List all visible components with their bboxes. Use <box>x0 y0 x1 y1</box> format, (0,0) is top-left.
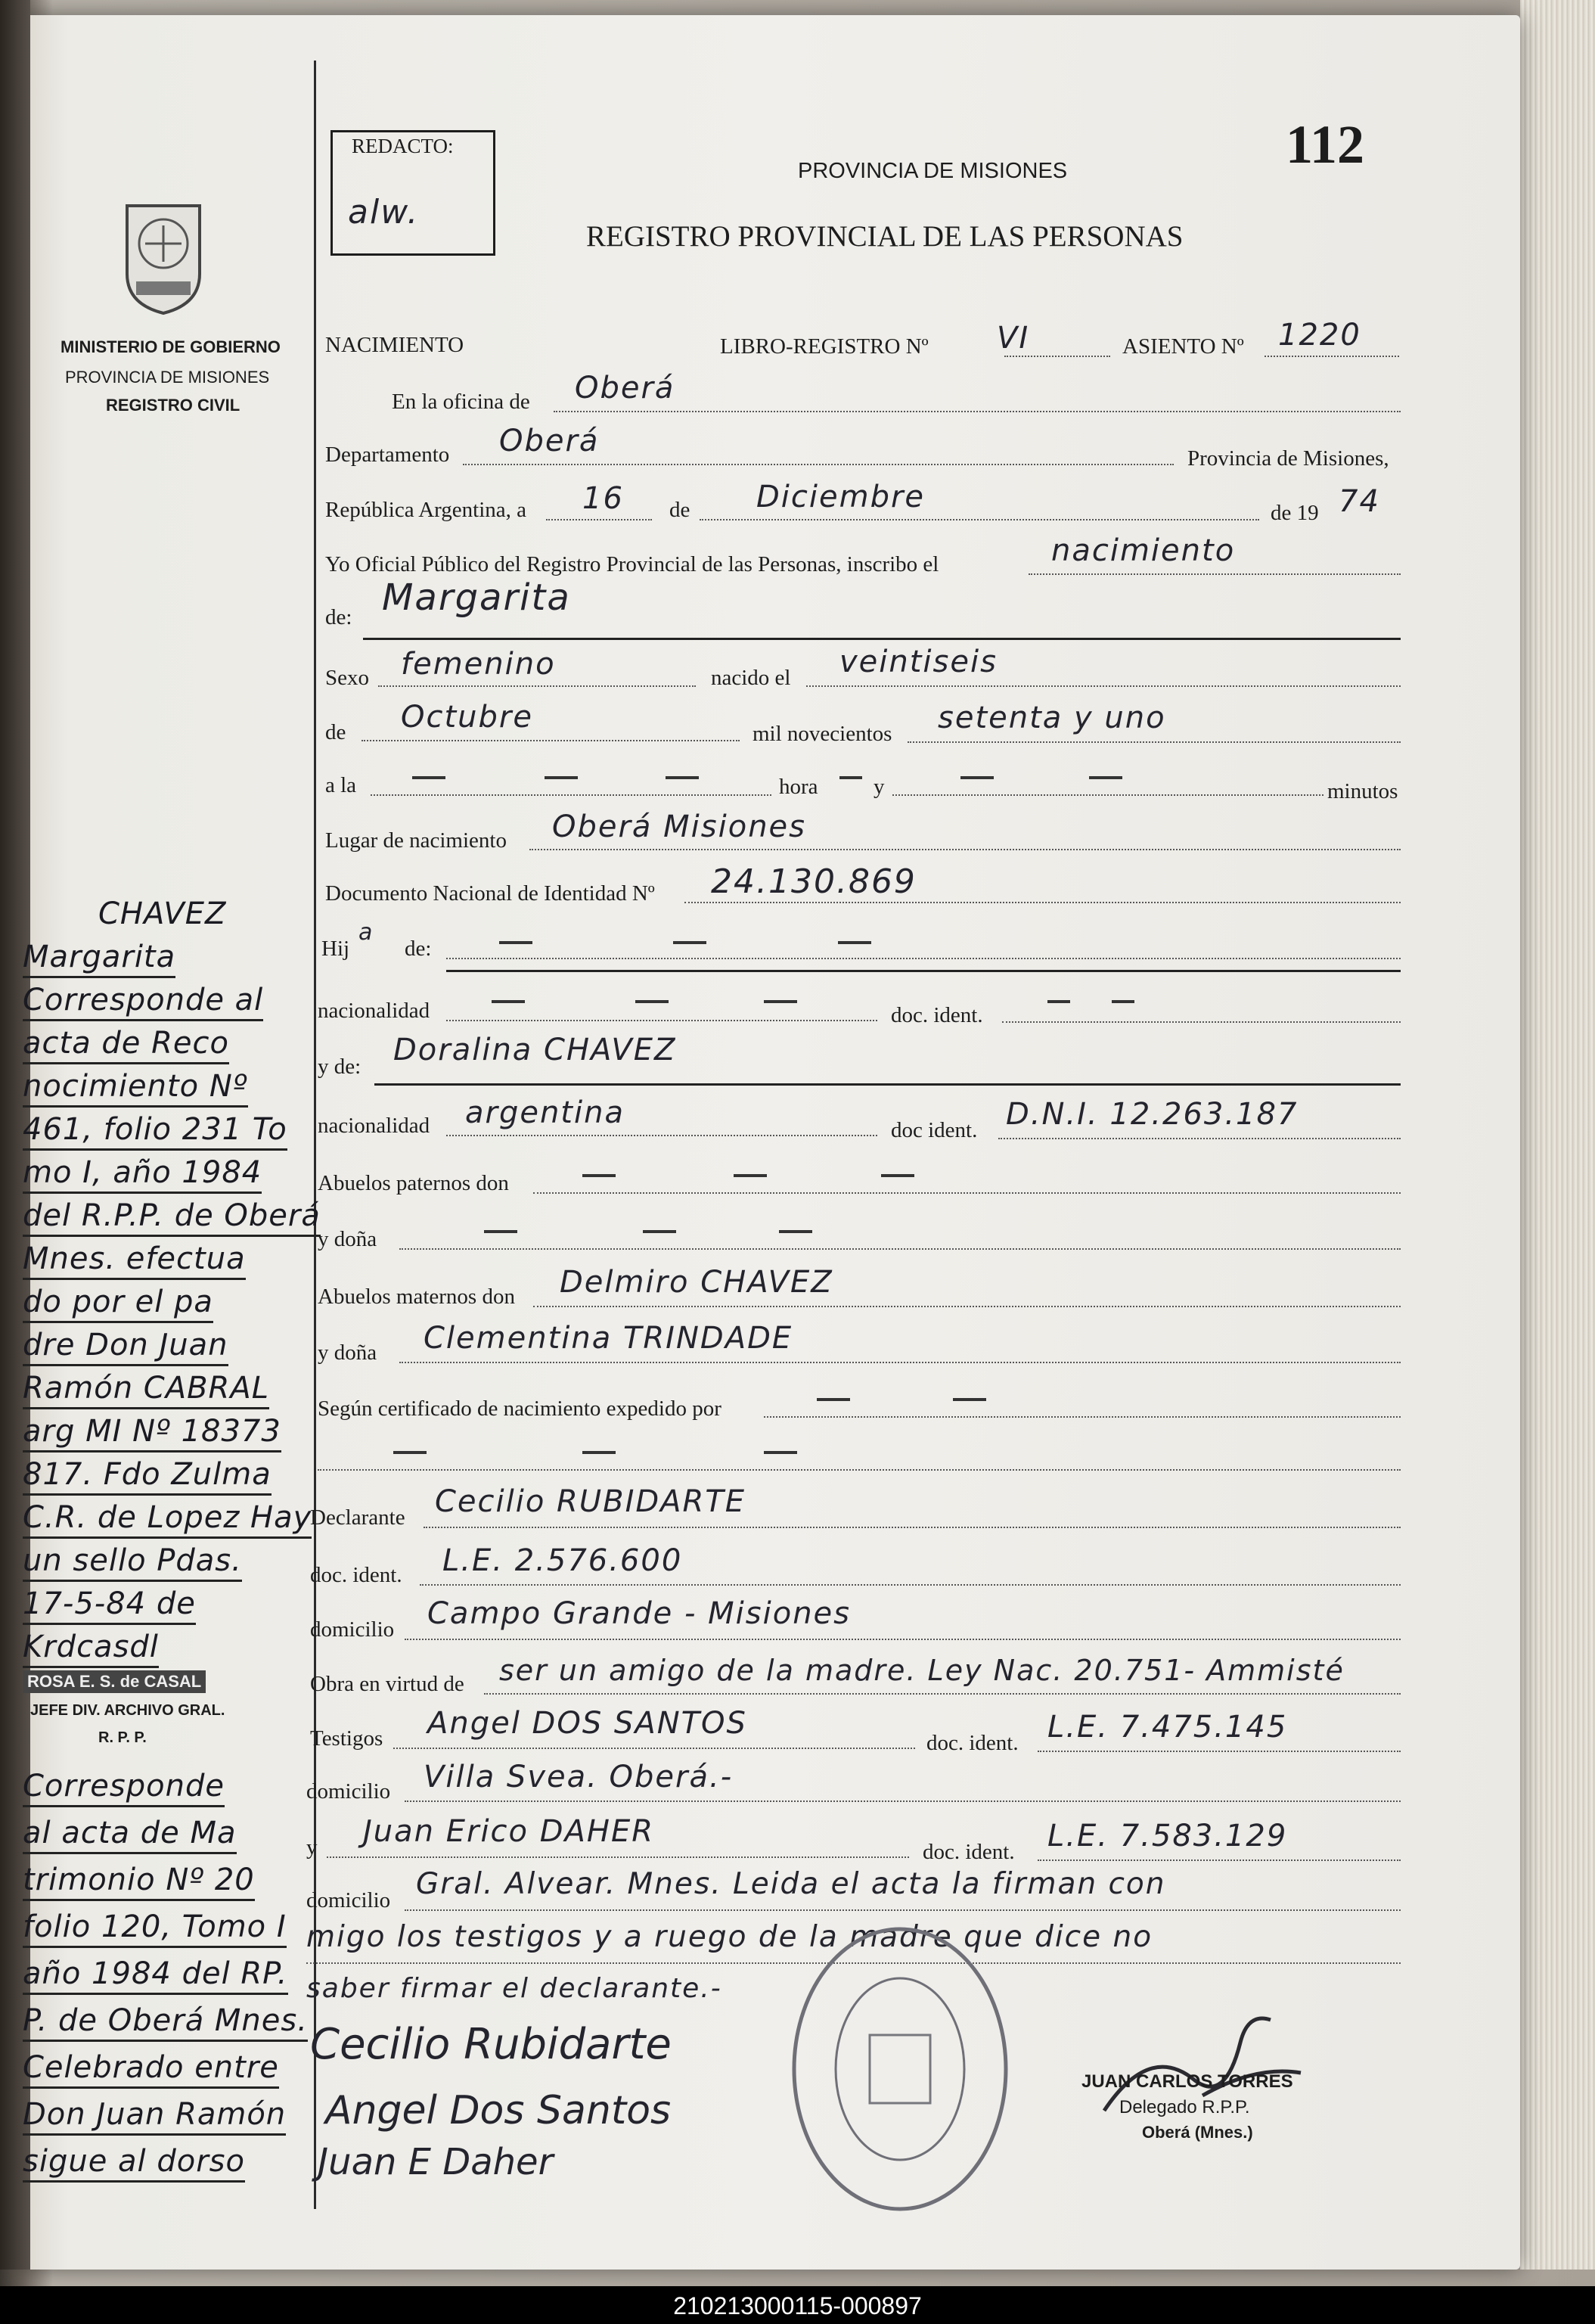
margin-note-line: año 1984 del RP. <box>23 1956 288 1995</box>
margin-note-line: Celebrado entre <box>23 2050 279 2089</box>
sexo-value: femenino <box>401 647 556 682</box>
redacto-label: REDACTO: <box>352 135 454 157</box>
margin-note-line: C.R. de Lopez Hay <box>23 1500 312 1539</box>
testigo1-value: Angel DOS SANTOS <box>427 1706 747 1741</box>
republica-label: República Argentina, a <box>325 498 527 522</box>
hij-label: Hij <box>321 937 350 961</box>
seal-line1: MINISTERIO DE GOBIERNO <box>61 337 281 356</box>
nacionalidad2-value: argentina <box>465 1095 625 1130</box>
y-label: y <box>874 775 885 799</box>
margin-note-line: dre Don Juan <box>23 1328 228 1366</box>
margin-note-line: 17-5-84 de <box>23 1586 196 1625</box>
oficial-label: Yo Oficial Público del Registro Provincial de las Personas, inscribo el <box>325 552 939 576</box>
domicilio3-label: domicilio <box>306 1888 391 1912</box>
docident5-label: doc. ident. <box>923 1840 1015 1864</box>
domicilio-label: domicilio <box>310 1617 395 1642</box>
oficial-value: nacimiento <box>1051 533 1236 568</box>
abuela-mat-value: Clementina TRINDADE <box>424 1321 793 1356</box>
domicilio-value: Campo Grande - Misiones <box>427 1596 852 1631</box>
ydona-label: y doña <box>318 1227 377 1251</box>
margin-note-line: un sello Pdas. <box>23 1543 242 1582</box>
signature-testigo2: Juan E Daher <box>318 2141 554 2183</box>
margin-note-line: folio 120, Tomo I <box>23 1909 287 1948</box>
margin-note-line: al acta de Ma <box>23 1816 237 1854</box>
docident2-label: doc ident. <box>891 1118 978 1142</box>
margin-note-line: Mnes. efectua <box>23 1241 246 1280</box>
stamp-line2: JEFE DIV. ARCHIVO GRAL. <box>30 1702 225 1719</box>
oficina-value: Oberá <box>575 371 675 405</box>
nacido-label: nacido el <box>711 666 791 690</box>
signature-testigo1: Angel Dos Santos <box>325 2088 672 2133</box>
nombre-value: Margarita <box>382 576 571 619</box>
obra-label: Obra en virtud de <box>310 1672 464 1696</box>
abuelos-pat-label: Abuelos paternos don <box>318 1171 509 1195</box>
margin-note-line: del R.P.P. de Oberá <box>23 1198 321 1237</box>
official-name: JUAN CARLOS TORRES <box>1081 2071 1293 2092</box>
shield-emblem-icon <box>121 198 206 318</box>
seal-line3: REGISTRO CIVIL <box>106 396 240 415</box>
margin-note-line: Ramón CABRAL <box>23 1371 269 1409</box>
province-title: PROVINCIA DE MISIONES <box>798 159 1068 183</box>
margin-note-line: acta de Reco <box>23 1026 229 1064</box>
provincia-label: Provincia de Misiones, <box>1187 446 1389 471</box>
dni-value: 24.130.869 <box>711 862 917 901</box>
mil-label: mil novecientos <box>753 722 892 746</box>
lugar-label: Lugar de nacimiento <box>325 828 507 853</box>
ala-label: a la <box>325 773 357 797</box>
margin-note-line: Corresponde al <box>23 983 263 1021</box>
registry-title: REGISTRO PROVINCIAL DE LAS PERSONAS <box>586 220 1184 253</box>
de-label: de <box>669 498 690 522</box>
signature-declarante: Cecilio Rubidarte <box>310 2020 672 2069</box>
libro-label: LIBRO-REGISTRO Nº <box>720 334 929 359</box>
margin-rule <box>314 61 316 2209</box>
margin-note-line: trimonio Nº 20 <box>23 1863 255 1901</box>
seal-line2: PROVINCIA DE MISIONES <box>65 368 270 387</box>
ydona2-label: y doña <box>318 1341 377 1365</box>
abuelo-mat-value: Delmiro CHAVEZ <box>560 1265 833 1300</box>
abuelos-mat-label: Abuelos maternos don <box>318 1285 515 1309</box>
official-title: Delegado R.P.P. <box>1119 2097 1250 2117</box>
departamento-value: Oberá <box>499 424 600 458</box>
stamp-line3: R. P. P. <box>98 1729 147 1746</box>
margin-note-line: Corresponde <box>23 1769 225 1807</box>
departamento-label: Departamento <box>325 443 450 467</box>
nacido-value: veintiseis <box>839 645 998 679</box>
footer-id: 210213000115-000897 <box>673 2292 922 2319</box>
anio-label: de 19 <box>1271 501 1319 525</box>
mes-value: Diciembre <box>756 480 926 514</box>
margin-note-line: Margarita <box>23 940 175 978</box>
lugar-value: Oberá Misiones <box>552 809 807 844</box>
docident5-value: L.E. 7.583.129 <box>1047 1819 1288 1853</box>
asiento-label: ASIENTO Nº <box>1122 334 1244 359</box>
page-number: 112 <box>1286 114 1365 175</box>
margin-note-line: do por el pa <box>23 1285 213 1323</box>
anio-nac-value: setenta y uno <box>938 701 1166 735</box>
hij-de: de: <box>405 937 432 961</box>
hora-label: hora <box>779 775 818 799</box>
margin-note-line: Don Juan Ramón <box>23 2097 286 2136</box>
docident2-value: D.N.I. 12.263.187 <box>1006 1097 1299 1132</box>
sexo-label: Sexo <box>325 666 369 690</box>
de2-label: de: <box>325 605 352 629</box>
domicilio2-label: domicilio <box>306 1779 391 1804</box>
margin-note-line: P. de Oberá Mnes. <box>23 2003 308 2042</box>
minutos-label: minutos <box>1327 779 1398 803</box>
obra-value: ser un amigo de la madre. Ley Nac. 20.751- Ammisté <box>499 1654 1345 1687</box>
testigos-label: Testigos <box>310 1726 383 1751</box>
domicilio3-value: Gral. Alvear. Mnes. Leida el acta la firman con <box>416 1867 1166 1901</box>
official-place: Oberá (Mnes.) <box>1142 2123 1253 2142</box>
margin-note-line: arg MI Nº 18373 <box>23 1414 281 1452</box>
margin-note-line: sigue al dorso <box>23 2144 245 2183</box>
docident3-value: L.E. 2.576.600 <box>442 1543 683 1578</box>
docident4-label: doc. ident. <box>926 1731 1019 1755</box>
stamp-line1: ROSA E. S. de CASAL <box>23 1670 206 1693</box>
page-edges <box>1520 0 1595 2270</box>
margin-note-line: 817. Fdo Zulma <box>23 1457 272 1496</box>
de3-label: de <box>325 720 346 744</box>
margin-note-line: Krdcasdl <box>23 1630 159 1668</box>
y2-label: y <box>306 1835 318 1860</box>
yde-label: y de: <box>318 1055 362 1079</box>
asiento-value: 1220 <box>1278 318 1361 353</box>
nacionalidad2-label: nacionalidad <box>318 1114 430 1138</box>
domicilio2-value: Villa Svea. Oberá.- <box>424 1760 734 1794</box>
dni-label: Documento Nacional de Identidad Nº <box>325 881 655 906</box>
libro-value: VI <box>997 321 1030 356</box>
docident3-label: doc. ident. <box>310 1563 402 1587</box>
declarante-label: Declarante <box>310 1505 405 1530</box>
nacimiento-heading: NACIMIENTO <box>325 333 464 357</box>
margin-note-line: 461, folio 231 To <box>23 1112 287 1151</box>
declarante-value: Cecilio RUBIDARTE <box>435 1484 746 1519</box>
testigo2-value: Juan Erico DAHER <box>363 1814 655 1849</box>
continuation-line2: saber firmar el declarante.- <box>306 1973 722 2004</box>
dia-value: 16 <box>582 481 624 516</box>
margin-note-line: mo I, año 1984 <box>23 1155 262 1194</box>
margin-note-line: CHAVEZ <box>98 896 227 931</box>
margin-note-line: nocimiento Nº <box>23 1069 248 1108</box>
docident4-value: L.E. 7.475.145 <box>1047 1710 1288 1745</box>
docident-label: doc. ident. <box>891 1003 983 1027</box>
redacto-value: alw. <box>348 193 420 231</box>
nacionalidad-label: nacionalidad <box>318 999 430 1023</box>
mes-nac-value: Octubre <box>401 700 533 735</box>
continuation-line1: migo los testigos y a ruego de la madre que dice no <box>306 1920 1153 1954</box>
anio-value: 74 <box>1339 484 1380 519</box>
hij-suffix: a <box>358 919 374 946</box>
madre-value: Doralina CHAVEZ <box>393 1033 677 1067</box>
oficina-label: En la oficina de <box>392 390 530 414</box>
official-stamp-icon <box>787 1922 1013 2217</box>
segun-label: Según certificado de nacimiento expedido por <box>318 1397 721 1421</box>
